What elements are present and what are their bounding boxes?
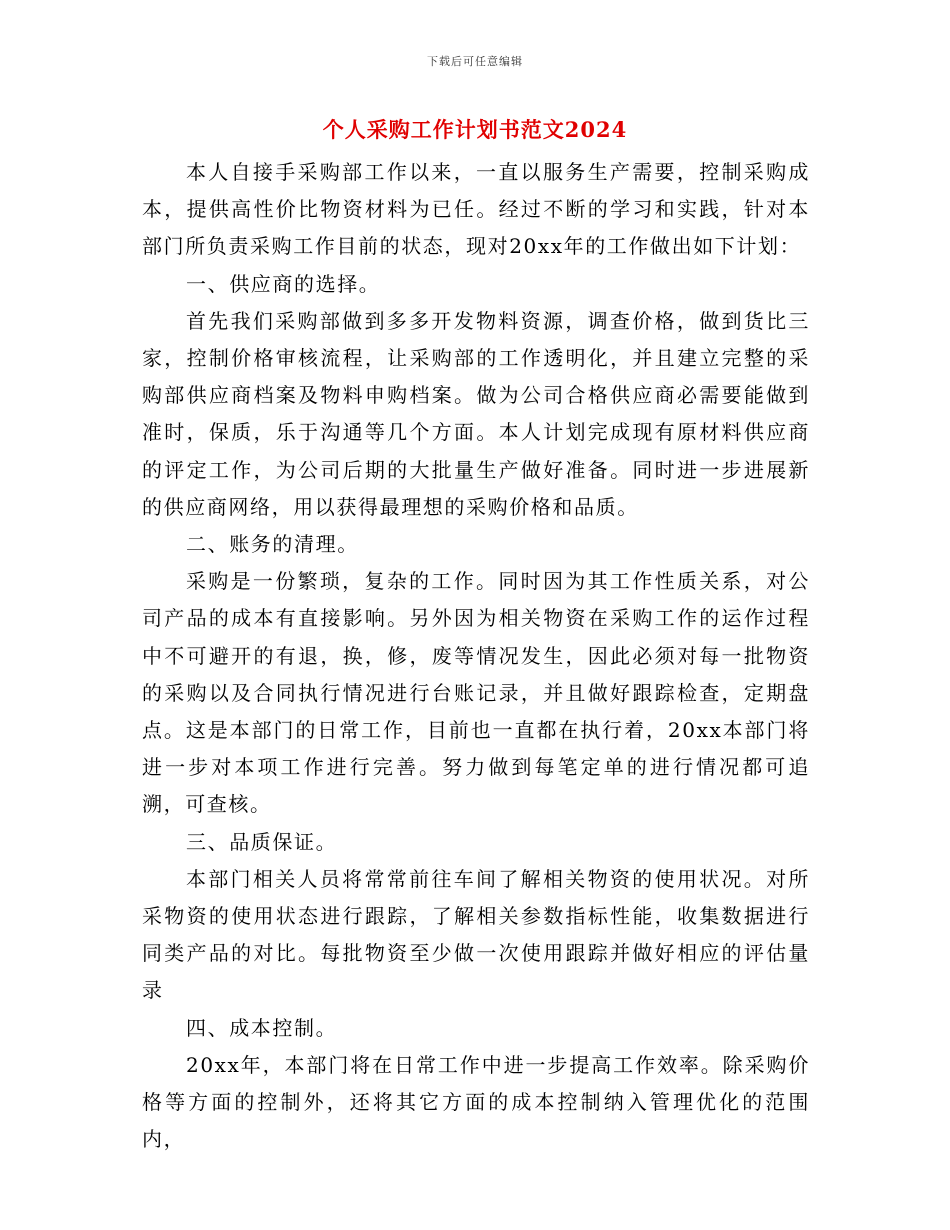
- section-heading-1: 一、供应商的选择。: [186, 271, 381, 296]
- paragraph-quality: 本部门相关人员将常常前往车间了解相关物资的使用状况。对所采物资的使用状态进行跟踪，了解相关参数指标性能，收集数据进行同类产品的对比。每批物资至少做一次使用跟踪并做好相应的评估量录: [142, 866, 810, 1003]
- header-note: 下载后可任意编辑: [427, 55, 523, 68]
- section-heading-4: 四、成本控制。: [186, 1015, 338, 1040]
- paragraph-intro: 本人自接手采购部工作以来，一直以服务生产需要，控制采购成本，提供高性价比物资材料为已任。经过不断的学习和实践，针对本部门所负责采购工作目前的状态，现对20xx年的工作做出如下计划：: [142, 160, 810, 259]
- section-heading-3: 三、品质保证。: [186, 829, 338, 854]
- document-title: 个人采购工作计划书范文2024: [322, 117, 628, 142]
- paragraph-cost: 20xx年，本部门将在日常工作中进一步提高工作效率。除采购价格等方面的控制外，还将其它方面的成本控制纳入管理优化的范围内，: [142, 1052, 810, 1152]
- paragraph-supplier: 首先我们采购部做到多多开发物料资源，调查价格，做到货比三家，控制价格审核流程，让采购部的工作透明化，并且建立完整的采购部供应商档案及物料申购档案。做为公司合格供应商必需要能做到准时，保质，乐于沟通等几个方面。本人计划完成现有原材料供应商的评定工作，为公司后期的大批量生产做好准备。同时进一步进展新的供应商网络，用以获得最理想的采购价格和品质。: [142, 308, 810, 519]
- section-heading-2: 二、账务的清理。: [186, 532, 359, 557]
- document-body: [142, 154, 810, 1158]
- paragraph-accounts: 采购是一份繁琐，复杂的工作。同时因为其工作性质关系，对公司产品的成本有直接影响。另外因为相关物资在采购工作的运作过程中不可避开的有退，换，修，废等情况发生，因此必须对每一批物资的采购以及合同执行情况进行台账记录，并且做好跟踪检查，定期盘点。这是本部门的日常工作，目前也一直都在执行着，20xx本部门将进一步对本项工作进行完善。努力做到每笔定单的进行情况都可追溯，可查核。: [142, 569, 810, 817]
